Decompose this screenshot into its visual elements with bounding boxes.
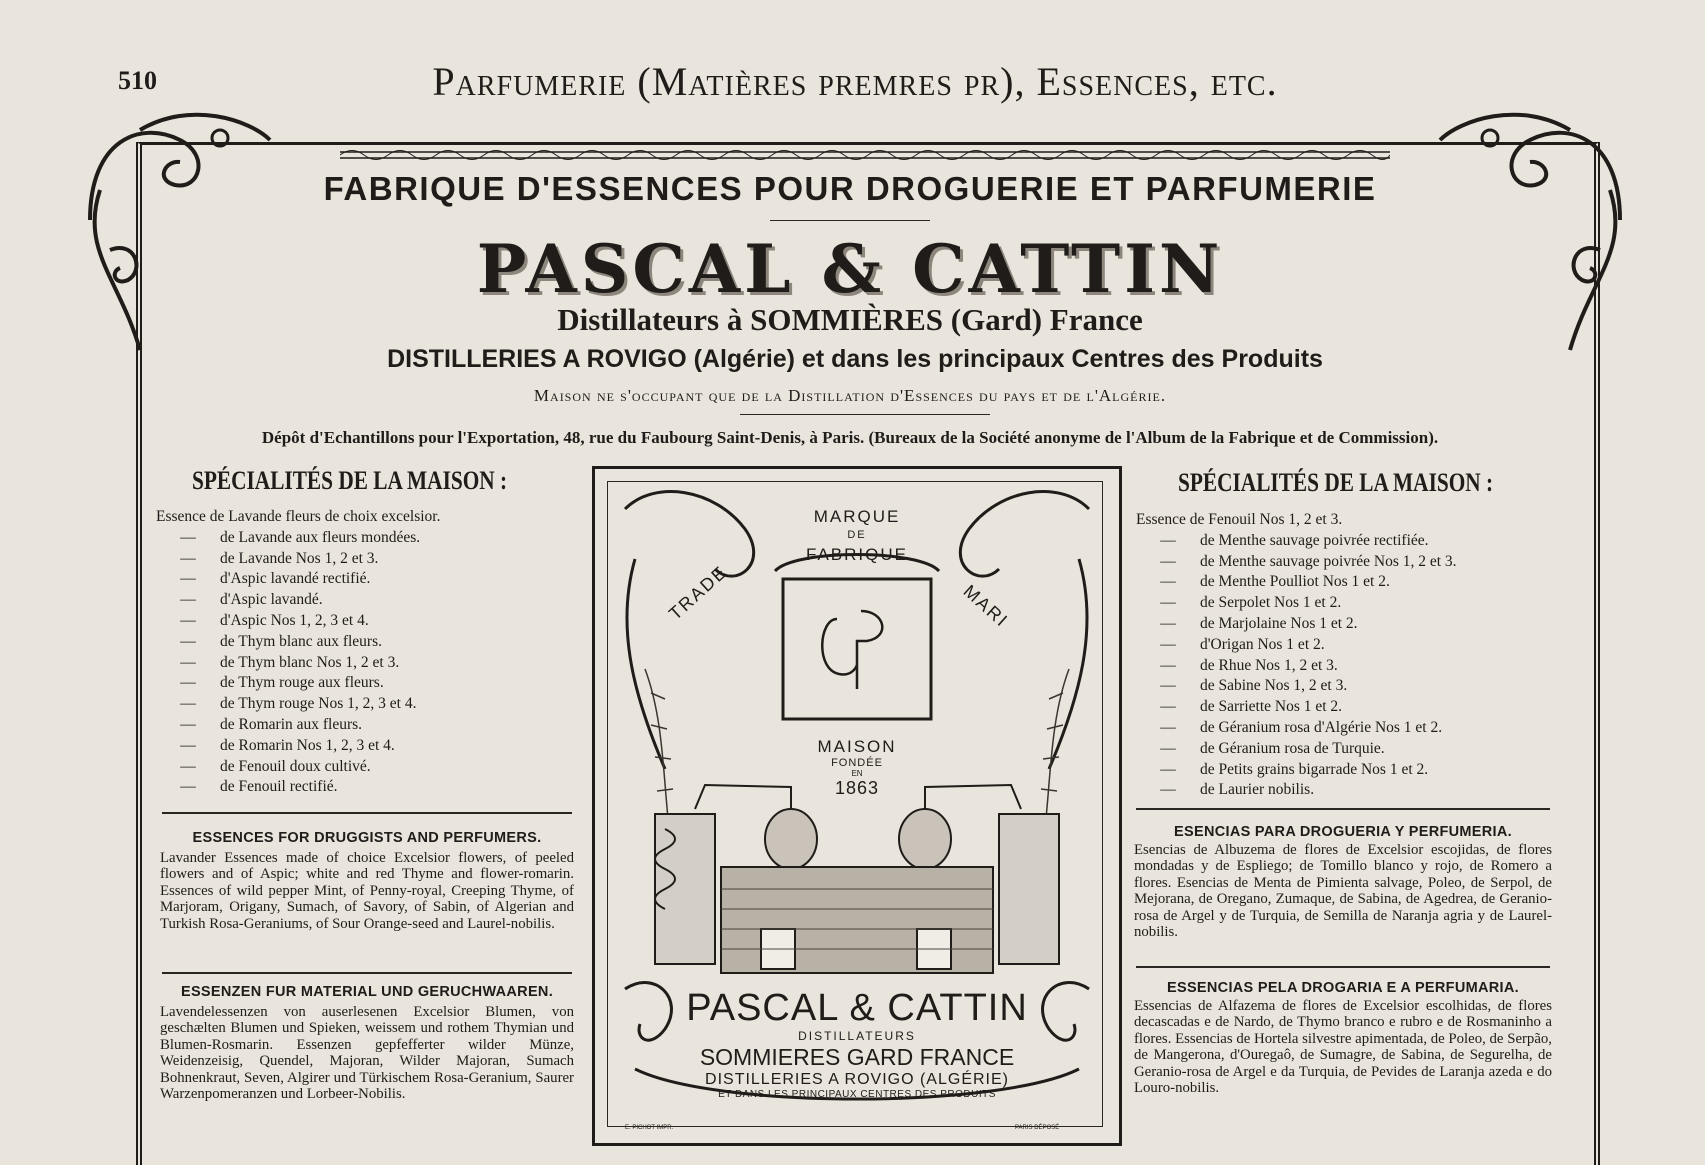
list-item-text: de Fenouil doux cultivé. xyxy=(220,757,371,775)
left-divider-1 xyxy=(162,812,572,814)
list-item xyxy=(156,694,576,715)
tm-fabrique: FABRIQUE xyxy=(806,545,908,564)
list-item-text: d'Origan Nos 1 et 2. xyxy=(1200,635,1325,653)
list-item xyxy=(156,777,576,798)
list-dash: — xyxy=(180,736,196,754)
left-divider-2 xyxy=(162,972,572,974)
tm-de: DE xyxy=(847,529,867,541)
tm-company: PASCAL & CATTIN xyxy=(686,987,1028,1029)
list-dash: — xyxy=(180,570,196,588)
list-dash: — xyxy=(180,591,196,609)
list-item xyxy=(156,757,576,778)
list-dash: — xyxy=(180,757,196,775)
list-item xyxy=(156,549,576,570)
list-dash: — xyxy=(180,674,196,692)
list-item xyxy=(156,632,576,653)
list-item xyxy=(1136,780,1556,801)
list-item-text: d'Aspic Nos 1, 2, 3 et 4. xyxy=(220,611,369,629)
tm-fondee: FONDÉE xyxy=(831,757,883,769)
list-item-text: de Marjolaine Nos 1 et 2. xyxy=(1200,614,1358,632)
list-item-text: de Sabine Nos 1, 2 et 3. xyxy=(1200,677,1348,695)
tm-centres: ET DANS LES PRINCIPAUX CENTRES DES PRODUITS xyxy=(718,1089,996,1100)
depot-line: Dépôt d'Echantillons pour l'Exportation, 48, rue du Faubourg Saint-Denis, à Paris. (Bureaux de la Société anonyme de l'Album de la Fabrique et de Commission). xyxy=(261,428,1439,447)
english-section-text: Lavander Essences made of choice Excelsior flowers, of peeled flowers and of Aspic; white and red Thyme and flower-romarin. Essences of wild pepper Mint, of Penny-royal, Creeping Thyme, of Marjoram, Origany, Sumach, of Savory, of Sabin, of Algerian and Turkish Rosa-Geraniums, of Sour Orange-seed and Laurel-nobilis. xyxy=(160,850,574,932)
trademark-engraving xyxy=(592,466,1122,1146)
list-item-text: de Rhue Nos 1, 2 et 3. xyxy=(1200,656,1338,674)
list-item xyxy=(156,528,576,549)
list-item xyxy=(1136,531,1556,552)
list-item xyxy=(156,673,576,694)
list-dash: — xyxy=(1160,552,1176,570)
corner-flourish-right-icon xyxy=(1430,100,1630,360)
list-dash: — xyxy=(180,778,196,796)
page-header-title: Parfumerie (Matières premres pr), Essences, etc. xyxy=(432,59,1278,104)
list-dash: — xyxy=(180,695,196,713)
list-item xyxy=(156,736,576,757)
list-dash: — xyxy=(1160,594,1176,612)
tm-sommieres: SOMMIERES GARD FRANCE xyxy=(699,1044,1015,1070)
right-divider-1 xyxy=(1136,808,1550,810)
note-rule xyxy=(740,414,990,415)
left-specialites-title: SPÉCIALITÉS DE LA MAISON : xyxy=(192,466,508,495)
list-item-text: de Menthe Poulliot Nos 1 et 2. xyxy=(1200,573,1390,591)
left-specialites-list xyxy=(156,507,576,798)
rovigo-line: DISTILLERIES A ROVIGO (Algérie) et dans les principaux Centres des Produits xyxy=(387,345,1323,373)
list-item: Essence de Fenouil Nos 1, 2 et 3. xyxy=(1136,511,1343,528)
list-item-text: de Lavande Nos 1, 2 et 3. xyxy=(220,549,379,567)
short-rule xyxy=(770,220,930,221)
list-dash: — xyxy=(1160,739,1176,757)
spanish-section-title: ESENCIAS PARA DROGUERIA Y PERFUMERIA. xyxy=(1174,824,1512,840)
list-dash: — xyxy=(1160,573,1176,591)
list-item-text: de Géranium rosa de Turquie. xyxy=(1200,739,1385,757)
list-item-text: de Menthe sauvage poivrée rectifiée. xyxy=(1200,531,1429,549)
list-item xyxy=(1136,552,1556,573)
list-dash: — xyxy=(180,549,196,567)
tm-printer: E. PICHOT IMPR. xyxy=(625,1125,674,1131)
maison-note: Maison ne s'occupant que de la Distillation d'Essences du pays et de l'Algérie. xyxy=(533,386,1167,405)
tm-rovigo: DISTILLERIES A ROVIGO (ALGÉRIE) xyxy=(705,1071,1009,1088)
german-section-text: Lavendelessenzen von auserlesenen Excelsior Blumen, von geschælten Blumen und Spieken, weissem und rothem Thymian und Blumen-Rosmarin. Essenzen gepfefferter wilder Münze, Weidenzeisig, Quendel, Majoran, Wilder Majoran, Sumach Bohnenkraut, Seven, Algirer und Türkischem Rosa-Geranium, Saurer Warzenpomeranzen und Lorbeer-Nobilis. xyxy=(160,1004,574,1103)
distillateurs-line: Distillateurs à SOMMIÈRES (Gard) France xyxy=(557,302,1143,337)
list-dash: — xyxy=(1160,698,1176,716)
list-item xyxy=(156,653,576,674)
list-item-text: de Romarin aux fleurs. xyxy=(220,715,363,733)
list-dash: — xyxy=(180,611,196,629)
list-item xyxy=(1136,635,1556,656)
list-item-text: de Thym rouge aux fleurs. xyxy=(220,674,384,692)
list-item-text: de Laurier nobilis. xyxy=(1200,781,1315,799)
list-item xyxy=(1136,676,1556,697)
list-item xyxy=(156,590,576,611)
german-section-title: ESSENZEN FUR MATERIAL UND GERUCHWAAREN. xyxy=(180,984,554,1000)
list-item-text: de Fenouil rectifié. xyxy=(220,778,338,796)
list-item-text: de Serpolet Nos 1 et 2. xyxy=(1200,594,1342,612)
list-item-text: de Thym blanc Nos 1, 2 et 3. xyxy=(220,653,400,671)
list-dash: — xyxy=(180,653,196,671)
list-item xyxy=(1136,593,1556,614)
list-dash: — xyxy=(1160,760,1176,778)
list-dash: — xyxy=(1160,635,1176,653)
list-item-text: de Thym rouge Nos 1, 2, 3 et 4. xyxy=(220,695,417,713)
fabrique-title: FABRIQUE D'ESSENCES POUR DROGUERIE ET PARFUMERIE xyxy=(323,170,1377,207)
list-item xyxy=(156,569,576,590)
list-item-text: de Menthe sauvage poivrée Nos 1, 2 et 3. xyxy=(1200,552,1457,570)
decorative-rule-icon xyxy=(340,146,1390,164)
tm-marque: MARQUE xyxy=(813,507,901,526)
portuguese-section-text: Essencias de Alfazema de flores de Excelsior escolhidas, de flores decascadas e de Nardo, de Thymo branco e rubro e de Rosmaninho a flores. Essencias de Hortela silvestre apimentada, de Poleo, de Serpão, de Mangerona, d'Ouregaô, de Sumagre, de Sabina, de Segurelha, de Geranio-rosa de Argel e da Turquia, de Pevides de Laranja azeda e do Louro-nobilis. xyxy=(1134,998,1552,1097)
list-item xyxy=(156,715,576,736)
list-dash: — xyxy=(1160,718,1176,736)
list-item-text: de Sarriette Nos 1 et 2. xyxy=(1200,698,1343,716)
list-dash: — xyxy=(1160,781,1176,799)
list-item-text: d'Aspic lavandé rectifié. xyxy=(220,570,371,588)
right-specialites-list xyxy=(1136,510,1556,801)
list-item xyxy=(1136,572,1556,593)
right-divider-2 xyxy=(1136,966,1550,968)
spanish-section-text: Esencias de Albuzema de flores de Excelsior escojidas, de flores mondadas y de Espliego; de Tomillo blanco y rojo, de Romero a flores. Esencias de Menta de Pimienta salvage, Poleo, de Serpol, de Mejorana, de Oregano, Zumaque, de Sabina, de Agedrea, de Geranio-rosa de Argel y de Turquia, de Semilla de Naranja agria y de Laurel-nobilis. xyxy=(1134,842,1552,941)
list-item xyxy=(1136,718,1556,739)
list-item xyxy=(1136,697,1556,718)
tm-distillateurs: DISTILLATEURS xyxy=(798,1029,916,1043)
tm-maison: MAISON xyxy=(817,737,897,756)
company-name: PASCAL & CATTIN xyxy=(476,230,1224,308)
portuguese-section-title: ESSENCIAS PELA DROGARIA E A PERFUMARIA. xyxy=(1167,980,1519,996)
list-dash: — xyxy=(1160,677,1176,695)
list-item: Essence de Lavande fleurs de choix excelsior. xyxy=(156,508,441,525)
english-section-title: ESSENCES FOR DRUGGISTS AND PERFUMERS. xyxy=(192,830,542,846)
tm-mark: MARI xyxy=(959,581,1013,632)
list-item-text: d'Aspic lavandé. xyxy=(220,591,323,609)
page-number: 510 xyxy=(118,66,157,95)
tm-en: EN xyxy=(851,769,863,778)
list-dash: — xyxy=(180,632,196,650)
list-item xyxy=(1136,656,1556,677)
list-dash: — xyxy=(1160,656,1176,674)
list-item xyxy=(1136,760,1556,781)
list-dash: — xyxy=(1160,531,1176,549)
list-item-text: de Lavande aux fleurs mondées. xyxy=(220,528,421,546)
list-item xyxy=(156,611,576,632)
right-specialites-title: SPÉCIALITÉS DE LA MAISON : xyxy=(1178,468,1494,497)
list-dash: — xyxy=(1160,614,1176,632)
list-dash: — xyxy=(180,715,196,733)
list-dash: — xyxy=(180,528,196,546)
tm-depose: PARIS DÉPOSÉ xyxy=(1015,1125,1060,1131)
tm-trade: TRADE xyxy=(665,561,732,624)
list-item-text: de Petits grains bigarrade Nos 1 et 2. xyxy=(1200,760,1429,778)
list-item-text: de Géranium rosa d'Algérie Nos 1 et 2. xyxy=(1200,718,1443,736)
list-item xyxy=(1136,614,1556,635)
list-item-text: de Romarin Nos 1, 2, 3 et 4. xyxy=(220,736,395,754)
tm-year: 1863 xyxy=(834,778,880,798)
list-item-text: de Thym blanc aux fleurs. xyxy=(220,632,382,650)
list-item xyxy=(1136,739,1556,760)
